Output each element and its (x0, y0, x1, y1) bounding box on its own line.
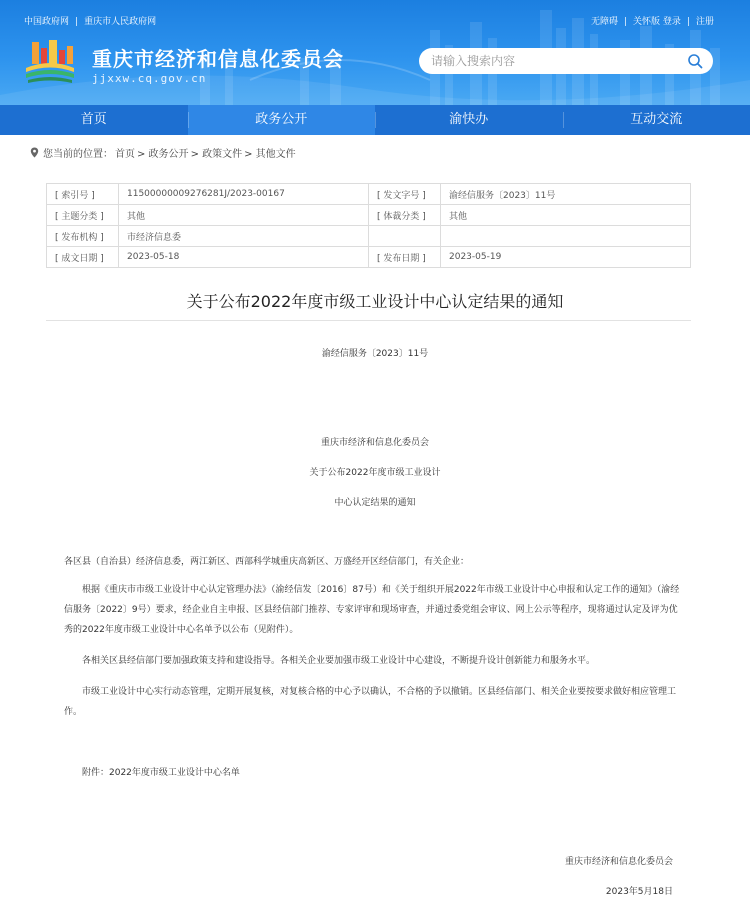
search-input[interactable] (431, 52, 671, 70)
issue-date: 2023年5月18日 (605, 887, 673, 897)
table-row (47, 226, 691, 247)
meta-key: [ 主题分类 ] (47, 205, 119, 226)
breadcrumb-other-docs[interactable]: > 其他文件 (244, 149, 296, 160)
table-row (47, 247, 691, 268)
meta-value (441, 226, 691, 247)
link-login[interactable]: 登录 (662, 17, 681, 27)
heading-line: 重庆市经济和信息化委员会 (320, 438, 429, 448)
site-logo-icon (24, 38, 76, 84)
link-accessibility[interactable]: 无障碍 (590, 17, 618, 27)
salutation: 各区县（自治县）经济信息委，两江新区、西部科学城重庆高新区、万盛经开区经信部门，有关企业： (64, 557, 470, 567)
search-icon[interactable] (687, 53, 703, 69)
body-paragraph: 根据《重庆市市级工业设计中心认定管理办法》（渝经信发〔2016〕87号）和《关于组织开展2022年市级工业设计中心申报和认定工作的通知》（渝经信服务〔2022〕9号）要求，经企业自主申报、区县经信部门推荐、专家评审和现场审查，并通过委党组会审议、网上公示等程序，现将通过认定及评为优秀的2022年度市级工业设计中心名单予以公布（见附件）。 (64, 585, 680, 635)
site-title: 重庆市经济和信息化委员会 (92, 47, 344, 71)
table-row (47, 205, 691, 226)
site-domain: jjxxw.cq.gov.cn (92, 72, 207, 85)
breadcrumb-policy-docs[interactable]: > 政策文件 (190, 149, 243, 160)
nav-item-home[interactable]: 首页 (80, 112, 107, 127)
meta-key: [ 发文字号 ] (369, 184, 441, 205)
meta-key (369, 226, 441, 247)
meta-key: [ 成文日期 ] (47, 247, 119, 268)
top-links-left: 中国政府网 | 重庆市人民政府网 (24, 17, 157, 27)
meta-key: [ 发布机构 ] (47, 226, 119, 247)
breadcrumb-home[interactable]: 首页 (115, 149, 135, 160)
site-header (0, 0, 750, 105)
link-register[interactable]: 注册 (695, 17, 714, 27)
meta-key: [ 发布日期 ] (369, 247, 441, 268)
table-row (47, 184, 691, 205)
body-paragraph: 市级工业设计中心实行动态管理，定期开展复核，对复核合格的中心予以确认，不合格的予以撤销。区县经信部门、相关企业要按要求做好相应管理工作。 (64, 687, 677, 717)
nav-item-interaction[interactable]: 互动交流 (563, 105, 750, 135)
breadcrumb-prefix: 您当前的位置： (43, 149, 113, 160)
main-nav (0, 105, 750, 135)
document-number: 渝经信服务〔2023〕11号 (321, 349, 429, 359)
nav-item-yukuaiban[interactable]: 渝快办 (375, 105, 563, 135)
article-title: 关于公布2022年度市级工业设计中心认定结果的通知 (186, 292, 564, 311)
link-care-mode[interactable]: 关怀版 (633, 17, 661, 27)
meta-value: 渝经信服务〔2023〕11号 (441, 184, 691, 205)
link-gov-cn[interactable]: 中国政府网 (24, 17, 70, 27)
attachment-link[interactable]: 附件：2022年度市级工业设计中心名单 (82, 768, 240, 778)
breadcrumb (30, 145, 298, 160)
location-pin-icon (30, 147, 39, 158)
meta-value: 其他 (441, 205, 691, 226)
meta-value: 2023-05-19 (441, 247, 691, 268)
heading-line: 关于公布2022年度市级工业设计 (309, 468, 441, 478)
top-links-right: 无障碍 | 关怀版 登录 | 注册 (590, 17, 714, 27)
meta-value: 2023-05-18 (119, 247, 369, 268)
nav-item-gov-affairs[interactable]: 政务公开 (188, 105, 376, 135)
meta-value: 其他 (119, 205, 369, 226)
meta-value: 市经济信息委 (119, 226, 369, 247)
title-divider (46, 320, 691, 321)
body-paragraph: 各相关区县经信部门要加强政策支持和建设指导。各相关企业要加强市级工业设计中心建设，不断提升设计创新能力和服务水平。 (82, 656, 596, 666)
breadcrumb-gov-affairs[interactable]: > 政务公开 (137, 149, 189, 160)
meta-key: [ 索引号 ] (47, 184, 119, 205)
meta-value: 11500000009276281J/2023-00167 (119, 184, 369, 205)
meta-key: [ 体裁分类 ] (369, 205, 441, 226)
search-box (419, 48, 713, 74)
heading-line: 中心认定结果的通知 (334, 498, 416, 508)
document-meta-table (46, 183, 691, 268)
signature: 重庆市经济和信息化委员会 (564, 857, 673, 867)
link-cq-gov[interactable]: 重庆市人民政府网 (84, 17, 157, 27)
